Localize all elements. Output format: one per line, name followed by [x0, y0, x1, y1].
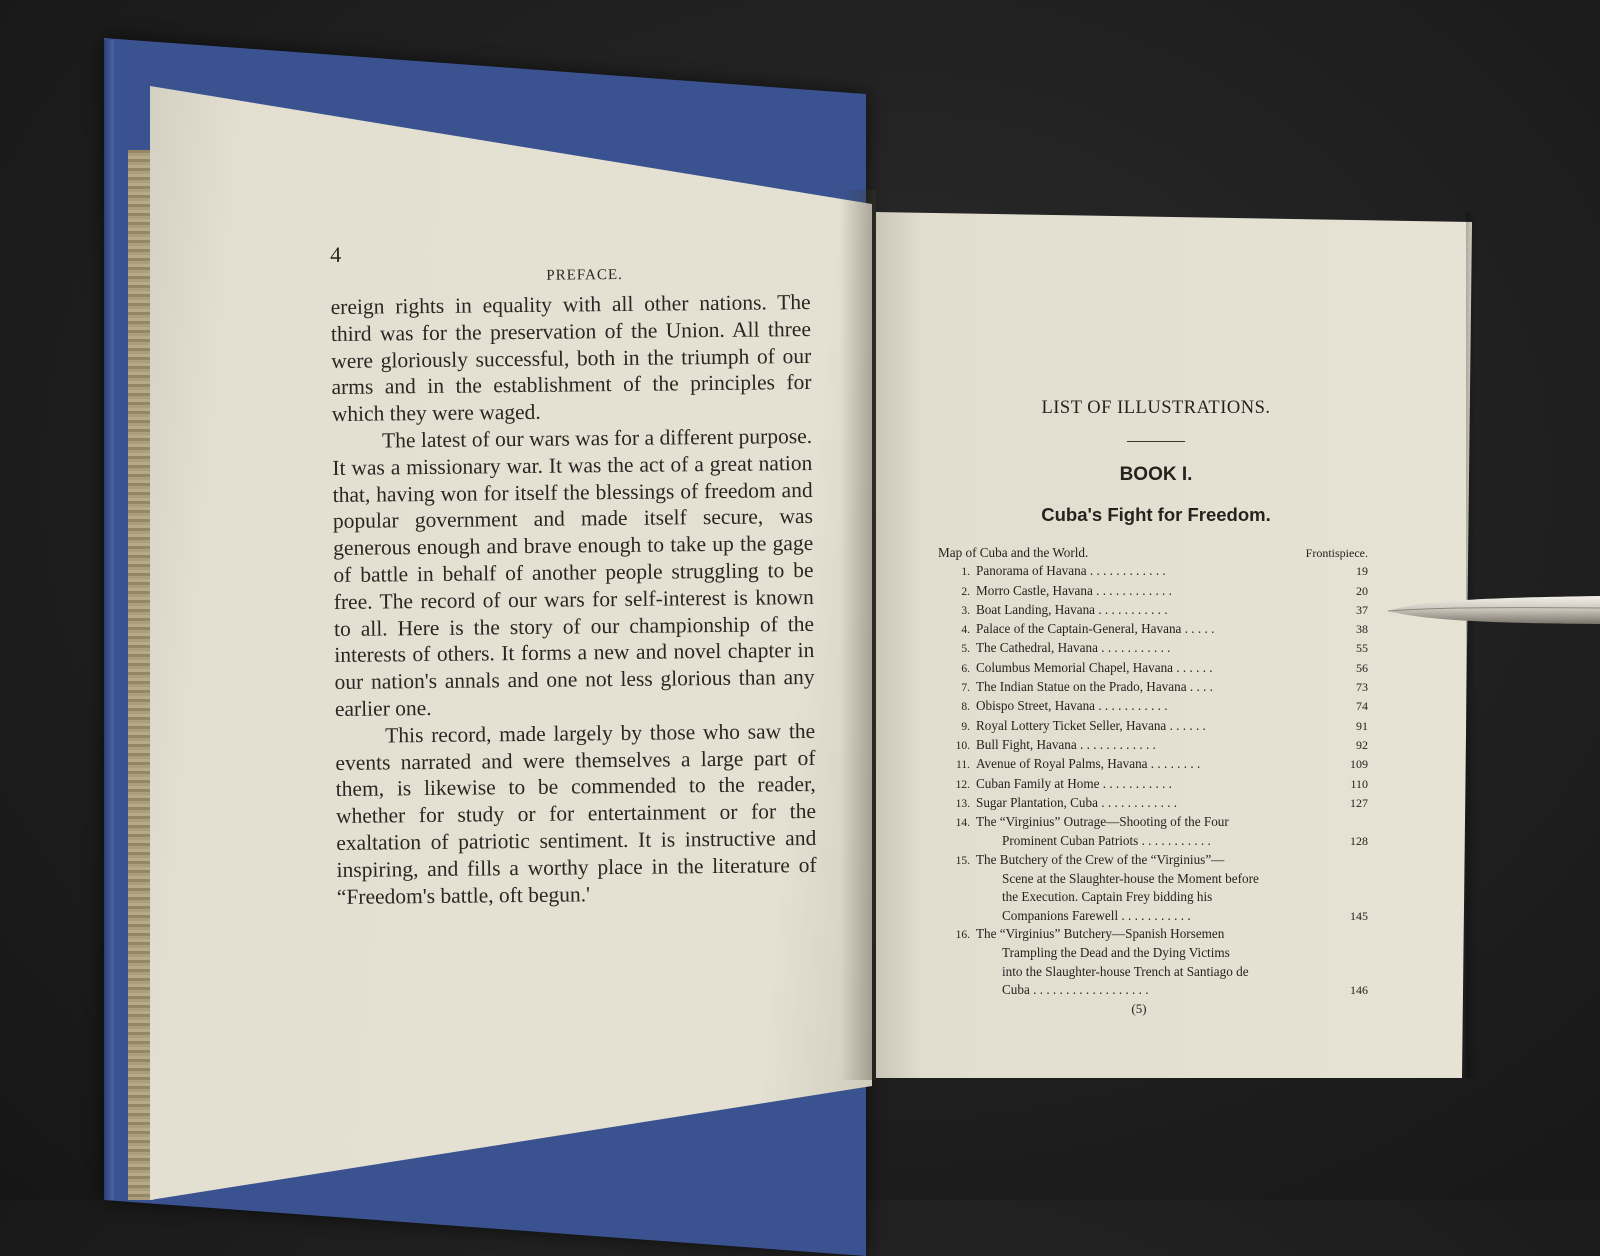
page-number: 4	[330, 241, 342, 267]
item-page: 109	[1350, 757, 1368, 772]
item-title: Boat Landing, Havana . . . . . . . . . . .	[976, 601, 1168, 617]
list-item	[944, 925, 1368, 944]
item-number: 6.	[961, 662, 970, 675]
item-page: 145	[1350, 908, 1368, 923]
item-title: Avenue of Royal Palms, Havana . . . . . . . .	[976, 756, 1201, 772]
running-head: PREFACE.	[546, 266, 623, 284]
list-item	[944, 907, 1368, 925]
list-item	[944, 697, 1368, 716]
item-title: Prominent Cuban Patriots . . . . . . . . . . .	[1002, 833, 1211, 849]
item-number: 2.	[961, 585, 970, 598]
item-title: Morro Castle, Havana . . . . . . . . . . . .	[976, 582, 1172, 598]
list-item	[944, 562, 1368, 581]
list-item	[944, 944, 1368, 962]
illustrations-list	[938, 544, 1368, 999]
list-item	[944, 775, 1368, 794]
item-page: 37	[1356, 602, 1368, 617]
list-item	[944, 963, 1368, 981]
cover-edge	[104, 40, 114, 1200]
item-number: 4.	[961, 624, 970, 637]
item-title: The “Virginius” Outrage—Shooting of the Four	[976, 814, 1229, 830]
list-item	[944, 620, 1368, 639]
letter-opener-blade	[1388, 596, 1600, 626]
list-item	[938, 544, 1368, 562]
list-item	[944, 582, 1368, 601]
title-divider	[1127, 441, 1185, 442]
folio: (5)	[1131, 1001, 1147, 1017]
item-page: 19	[1356, 564, 1368, 579]
item-title: Cuba . . . . . . . . . . . . . . . . . .	[1002, 981, 1149, 997]
item-title: The Butchery of the Crew of the “Virginius”—	[976, 851, 1225, 867]
item-number: 1.	[961, 566, 970, 579]
list-of-illustrations	[938, 398, 1368, 1017]
item-title: Palace of the Captain-General, Havana . . . . .	[976, 621, 1215, 637]
item-page: 38	[1356, 622, 1368, 637]
item-page: 110	[1350, 776, 1368, 791]
list-item	[944, 678, 1368, 697]
item-title: Royal Lottery Ticket Seller, Havana . . . . . .	[976, 717, 1206, 733]
item-page: 91	[1356, 718, 1368, 733]
item-page: 20	[1356, 583, 1368, 598]
item-page: 74	[1356, 699, 1368, 714]
item-title: Cuban Family at Home . . . . . . . . . . .	[976, 775, 1172, 791]
frontis-text: Map of Cuba and the World.	[938, 545, 1089, 560]
item-title: Scene at the Slaughter-house the Moment before	[1002, 871, 1259, 887]
item-title: Obispo Street, Havana . . . . . . . . . . .	[976, 698, 1168, 714]
item-page: 92	[1356, 737, 1368, 752]
item-number: 7.	[961, 682, 970, 695]
item-number: 12.	[955, 778, 970, 791]
list-item	[944, 659, 1368, 678]
item-title: The Indian Statue on the Prado, Havana . . . .	[976, 679, 1213, 695]
item-number: 11.	[956, 759, 970, 772]
item-page: 56	[1356, 660, 1368, 675]
item-title: Trampling the Dead and the Dying Victims	[1002, 945, 1230, 961]
list-item	[944, 832, 1368, 850]
item-number: 10.	[955, 739, 970, 752]
item-title: Sugar Plantation, Cuba . . . . . . . . . . . .	[976, 794, 1178, 810]
item-title: The “Virginius” Butchery—Spanish Horsemen	[976, 925, 1225, 941]
list-item	[944, 870, 1368, 888]
item-page: 146	[1350, 982, 1368, 997]
list-item	[944, 736, 1368, 755]
list-item	[944, 851, 1368, 870]
item-number: 5.	[961, 643, 970, 656]
item-page: 128	[1350, 834, 1368, 849]
preface-body	[331, 289, 817, 910]
item-title: into the Slaughter-house Trench at Santiago de	[1002, 963, 1249, 979]
list-item	[944, 601, 1368, 620]
book-subtitle: Cuba's Fight for Freedom.	[1041, 504, 1271, 525]
item-title: The Cathedral, Havana . . . . . . . . . . .	[976, 640, 1171, 656]
list-item	[944, 755, 1368, 774]
item-title: the Execution. Captain Frey bidding his	[1002, 889, 1213, 905]
list-item	[944, 639, 1368, 658]
frontis-page: Frontispiece.	[1305, 546, 1368, 560]
item-number: 13.	[955, 797, 970, 810]
item-number: 8.	[961, 701, 970, 714]
preface-paragraph: ereign rights in equality with all other nations. The third was for the preservation of the Union. All three were gloriously successful, both in the triumph of our arms and in the establishment of the principles for which they were waged.	[330, 289, 812, 427]
item-title: Panorama of Havana . . . . . . . . . . . .	[976, 563, 1166, 579]
toc-title: LIST OF ILLUSTRATIONS.	[1041, 398, 1271, 418]
list-item	[944, 888, 1368, 906]
item-number: 14.	[955, 817, 970, 830]
item-page: 127	[1350, 795, 1368, 810]
item-number: 16.	[955, 928, 970, 941]
list-item	[944, 981, 1368, 999]
preface-paragraph: The latest of our wars was for a different purpose. It was a missionary war. It was the act of a great nation that, having won for itself the blessings of freedom and popular government and made itself secure, was generous enough and brave enough to take up the gage of battle in behalf of another people struggling to be free. The record of our wars for self-interest is known to all. Here is the story of our championship of the interests of others. It forms a new and novel chapter in our nation's annals and one not less glorious than any earlier one.	[332, 423, 815, 721]
list-item	[944, 717, 1368, 736]
item-number: 9.	[961, 720, 970, 733]
gutter-shadow	[840, 190, 876, 1080]
item-title: Companions Farewell . . . . . . . . . . .	[1002, 907, 1191, 923]
item-title: Columbus Memorial Chapel, Havana . . . . . .	[976, 659, 1213, 675]
item-number: 3.	[961, 604, 970, 617]
list-item	[944, 813, 1368, 832]
item-title: Bull Fight, Havana . . . . . . . . . . . .	[976, 736, 1156, 752]
book-label: BOOK I.	[1119, 464, 1193, 485]
item-page: 73	[1356, 680, 1368, 695]
item-number: 15.	[955, 854, 970, 867]
list-item	[944, 794, 1368, 813]
preface-paragraph: This record, made largely by those who saw the events narrated and were themselves a large part of them, is likewise to be commended to the reader, whether for study or for entertainment or for the exaltation of patriotic sentiment. It is instructive and inspiring, and fills a worthy place in the literature of “Freedom's battle, oft begun.'	[335, 718, 817, 909]
item-page: 55	[1356, 641, 1368, 656]
page-edge-shadow	[1466, 212, 1476, 1078]
